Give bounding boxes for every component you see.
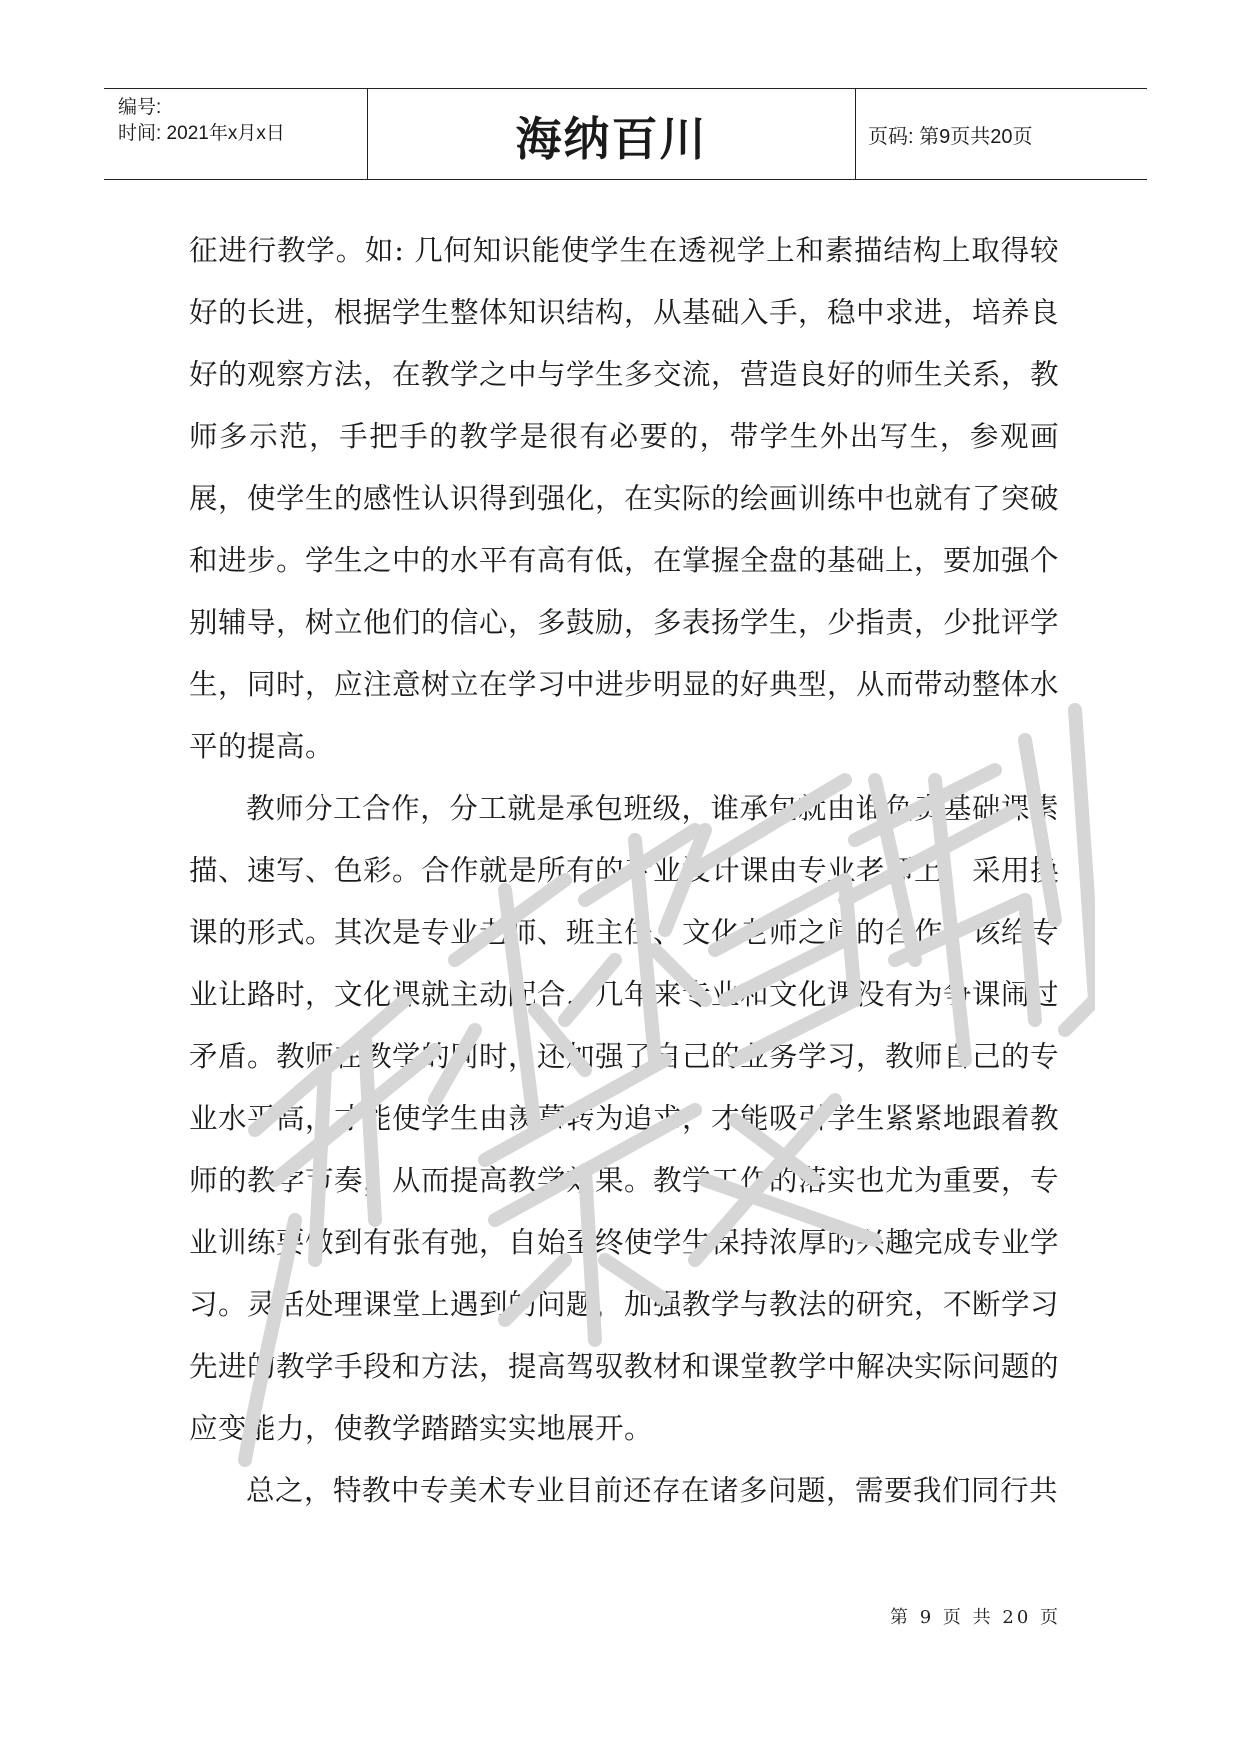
body-paragraph-conclusion: 总之，特教中专美术专业目前还存在诸多问题，需要我们同行共 [246, 1474, 1059, 1507]
document-header [104, 88, 1147, 180]
header-meta-cell [104, 89, 368, 179]
header-title-cell [368, 89, 856, 179]
document-time-label: 时间: 2021年x月x日 [118, 123, 285, 144]
body-paragraph-teacher-cooperation: 教师分工合作，分工就是承包班级，谁承包就由谁负责基础课素描、速写、色彩。合作就是所有的专业设计课由专业老师上，采用换课的形式。其次是专业老师、班主任、文化老师之间的合作。该给专业让路时，文化课就主动配合，几年来专业和文化课没有为争课闹过矛盾。教师在教学的同时，还加强了自己的业务学习，教师自己的专业水平高，才能使学生由羡慕转为追求，才能吸引学生紧紧地跟着教师的教学节奏，从而提高教学效果。教学工作的落实也尤为重要，专业训练要做到有张有弛，自始至终使学生保持浓厚的兴趣完成专业学习。灵活处理课堂上遇到的问题，加强教学与教法的研究，不断学习先进的教学手段和方法，提高驾驭教材和课堂教学中解决实际问题的应变能力，使教学踏踏实实地展开。 [189, 792, 1060, 1445]
document-number-label: 编号: [118, 97, 162, 118]
page-code-label: 页码: 第9页共20页 [868, 125, 1033, 148]
header-page-cell [856, 89, 1147, 179]
body-paragraph-continued: 征进行教学。如: 几何知识能使学生在透视学上和素描结构上取得较好的长进，根据学生整体知识结构，从基础入手，稳中求进，培养良好的观察方法，在教学之中与学生多交流，营造良好的师生关系，教师多示范，手把手的教学是很有必要的，带学生外出写生，参观画展，使学生的感性认识得到强化，在实际的绘画训练中也就有了突破和进步。学生之中的水平有高有低，在掌握全盘的基础上，要加强个别辅导，树立他们的信心，多鼓励，多表扬学生，少指责，少批评学生，同时，应注意树立在学习中进步明显的好典型，从而带动整体水平的提高。 [189, 234, 1060, 763]
document-body [189, 220, 1059, 1522]
page-footer: 第 9 页 共 20 页 [890, 1607, 1061, 1628]
document-title: 海纳百川 [515, 112, 708, 166]
